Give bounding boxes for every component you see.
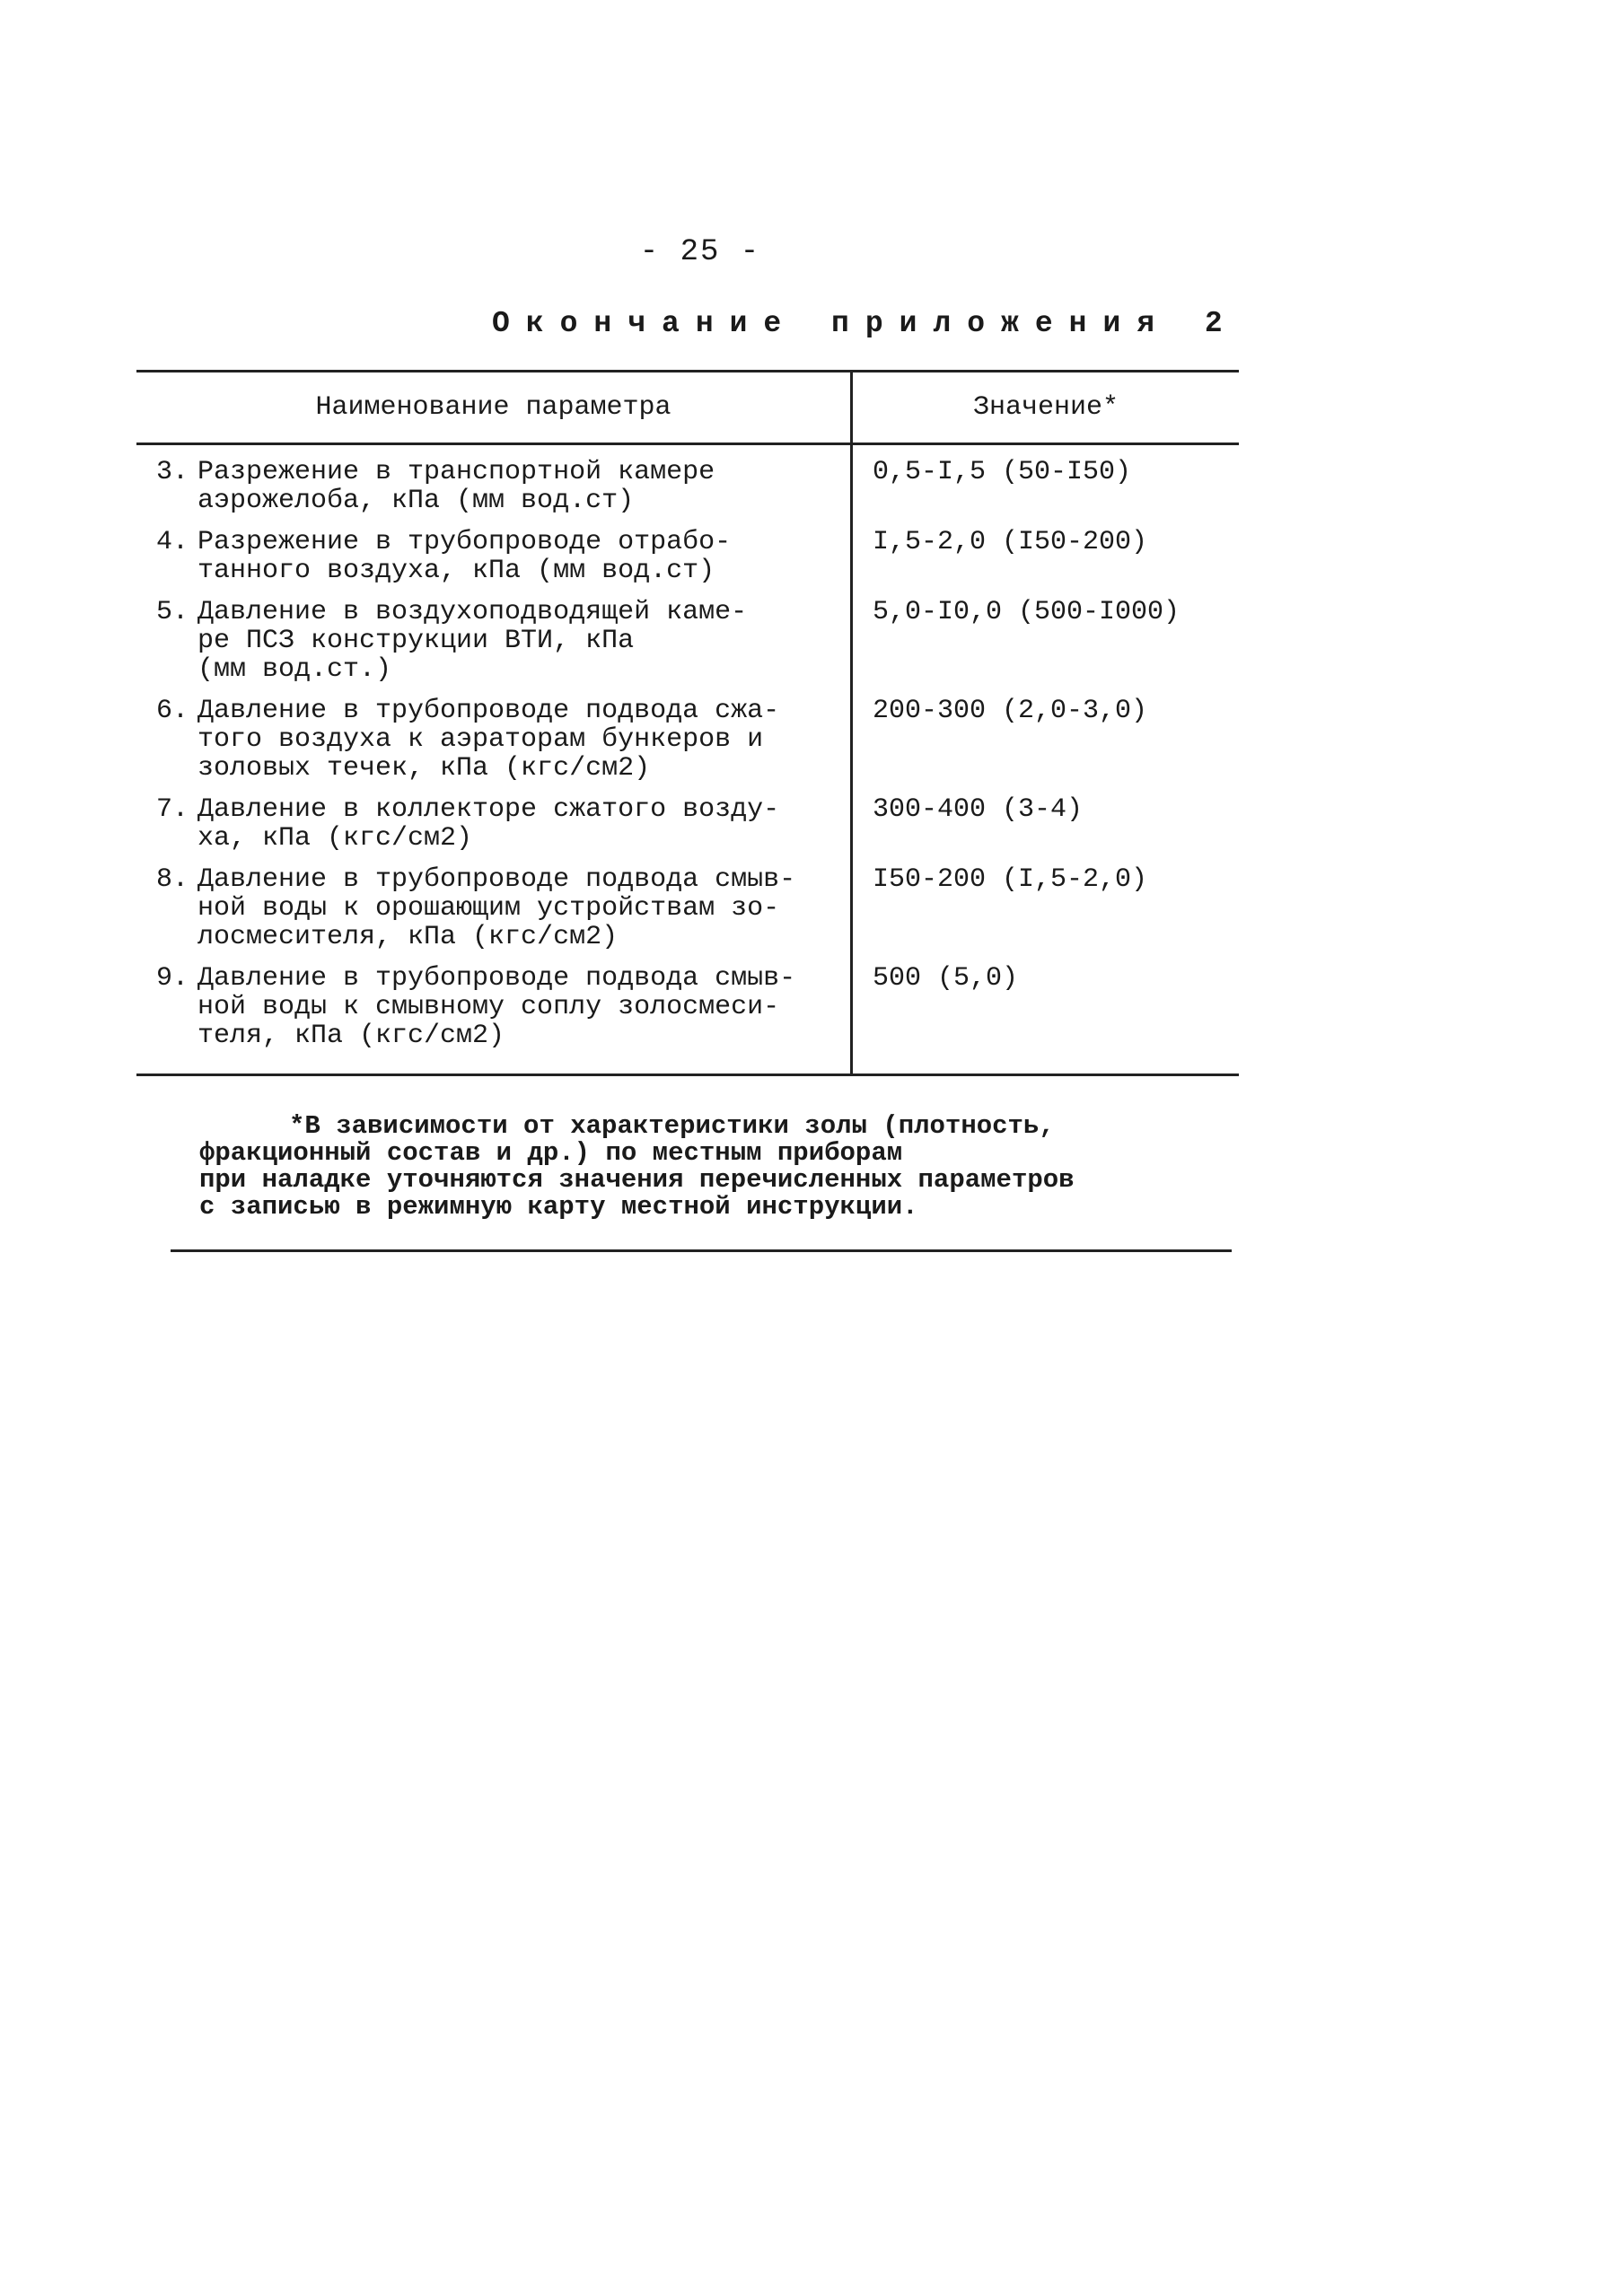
parameter-name-line: (мм вод.ст.) — [197, 654, 392, 685]
parameter-name-cell — [136, 444, 852, 529]
parameter-name-line: ной воды к смывному соплу золосмеси- — [197, 992, 780, 1022]
parameters-table — [136, 370, 1239, 1076]
parameter-name-line: лосмесителя, кПа (кгс/см2) — [197, 922, 619, 952]
footnote-line: *В зависимости от характеристики золы (плотность, — [289, 1111, 1055, 1141]
parameter-name — [197, 697, 850, 783]
parameter-name-line: ной воды к орошающим устройствам зо- — [197, 893, 780, 924]
parameter-name — [197, 964, 850, 1050]
row-number: 9. — [155, 963, 189, 994]
parameter-name-line: Разрежение в трубопроводе отрабо- — [197, 527, 732, 557]
parameter-value: 300-400 (3-4) — [873, 794, 1084, 825]
parameter-name-line: Давление в трубопроводе подвода смыв- — [197, 864, 796, 895]
parameter-value: 0,5-I,5 (50-I50) — [873, 457, 1132, 487]
parameter-name-line: аэрожелоба, кПа (мм вод.ст) — [197, 486, 635, 516]
parameter-name — [197, 795, 850, 853]
parameter-name-cell — [136, 697, 852, 795]
table-body — [136, 444, 1239, 1075]
parameter-name-cell — [136, 865, 852, 964]
row-number: 5. — [155, 597, 189, 627]
row-number: 7. — [155, 794, 189, 825]
footnote-line: фракционный состав и др.) по местным приборам — [199, 1138, 903, 1168]
appendix-title: Окончание приложения 2 — [492, 307, 1239, 340]
parameter-name-cell — [136, 528, 852, 598]
table-row — [136, 964, 1239, 1075]
parameter-value: I50-200 (I,5-2,0) — [873, 864, 1148, 895]
footnote-line: с записью в режимную карту местной инструкции. — [199, 1192, 918, 1222]
parameter-name — [197, 458, 850, 515]
parameter-name-cell — [136, 598, 852, 697]
table-row — [136, 598, 1239, 697]
row-number: 4. — [155, 527, 189, 557]
table-row — [136, 528, 1239, 598]
table-row — [136, 865, 1239, 964]
table-row — [136, 444, 1239, 529]
parameter-name-line: Давление в трубопроводе подвода сжа- — [197, 696, 780, 726]
parameter-name-line: того воздуха к аэраторам бункеров и — [197, 724, 764, 755]
parameter-name-line: танного воздуха, кПа (мм вод.ст) — [197, 556, 715, 586]
parameter-name-line: Давление в трубопроводе подвода смыв- — [197, 963, 796, 994]
parameter-name-line: ре ПСЗ конструкции ВТИ, кПа — [197, 626, 635, 656]
parameter-name-line: Давление в коллекторе сжатого возду- — [197, 794, 780, 825]
parameter-name-line: золовых течек, кПа (кгс/см2) — [197, 753, 651, 784]
parameter-value: 500 (5,0) — [852, 964, 1240, 1075]
row-number: 6. — [155, 696, 189, 726]
parameter-value: 5,0-I0,0 (500-I000) — [873, 597, 1181, 627]
row-number: 3. — [155, 457, 189, 487]
parameter-value: 200-300 (2,0-3,0) — [873, 696, 1148, 726]
footnote-line: при наладке уточняются значения перечисленных параметров — [199, 1165, 1075, 1195]
parameter-name-cell — [136, 795, 852, 865]
parameter-value: I,5-2,0 (I50-200) — [873, 527, 1148, 557]
table-row — [136, 795, 1239, 865]
parameter-name-line: теля, кПа (кгс/см2) — [197, 1021, 505, 1051]
table-header-row — [136, 372, 1239, 444]
parameter-name-line: Давление в воздухоподводящей каме- — [197, 597, 748, 627]
parameter-name — [197, 528, 850, 585]
row-number: 8. — [155, 864, 189, 895]
header-parameter-name: Наименование параметра — [136, 372, 852, 444]
table-row — [136, 697, 1239, 795]
footnote — [199, 1113, 1214, 1221]
parameter-name — [197, 865, 850, 951]
parameter-name-line: ха, кПа (кгс/см2) — [197, 823, 473, 854]
parameter-name — [197, 598, 850, 684]
page-number: - 25 - — [639, 235, 761, 269]
parameter-name-line: Разрежение в транспортной камере — [197, 457, 715, 487]
footnote-divider — [171, 1249, 1232, 1252]
header-value: Значение* — [852, 372, 1240, 444]
parameter-name-cell — [136, 964, 852, 1075]
